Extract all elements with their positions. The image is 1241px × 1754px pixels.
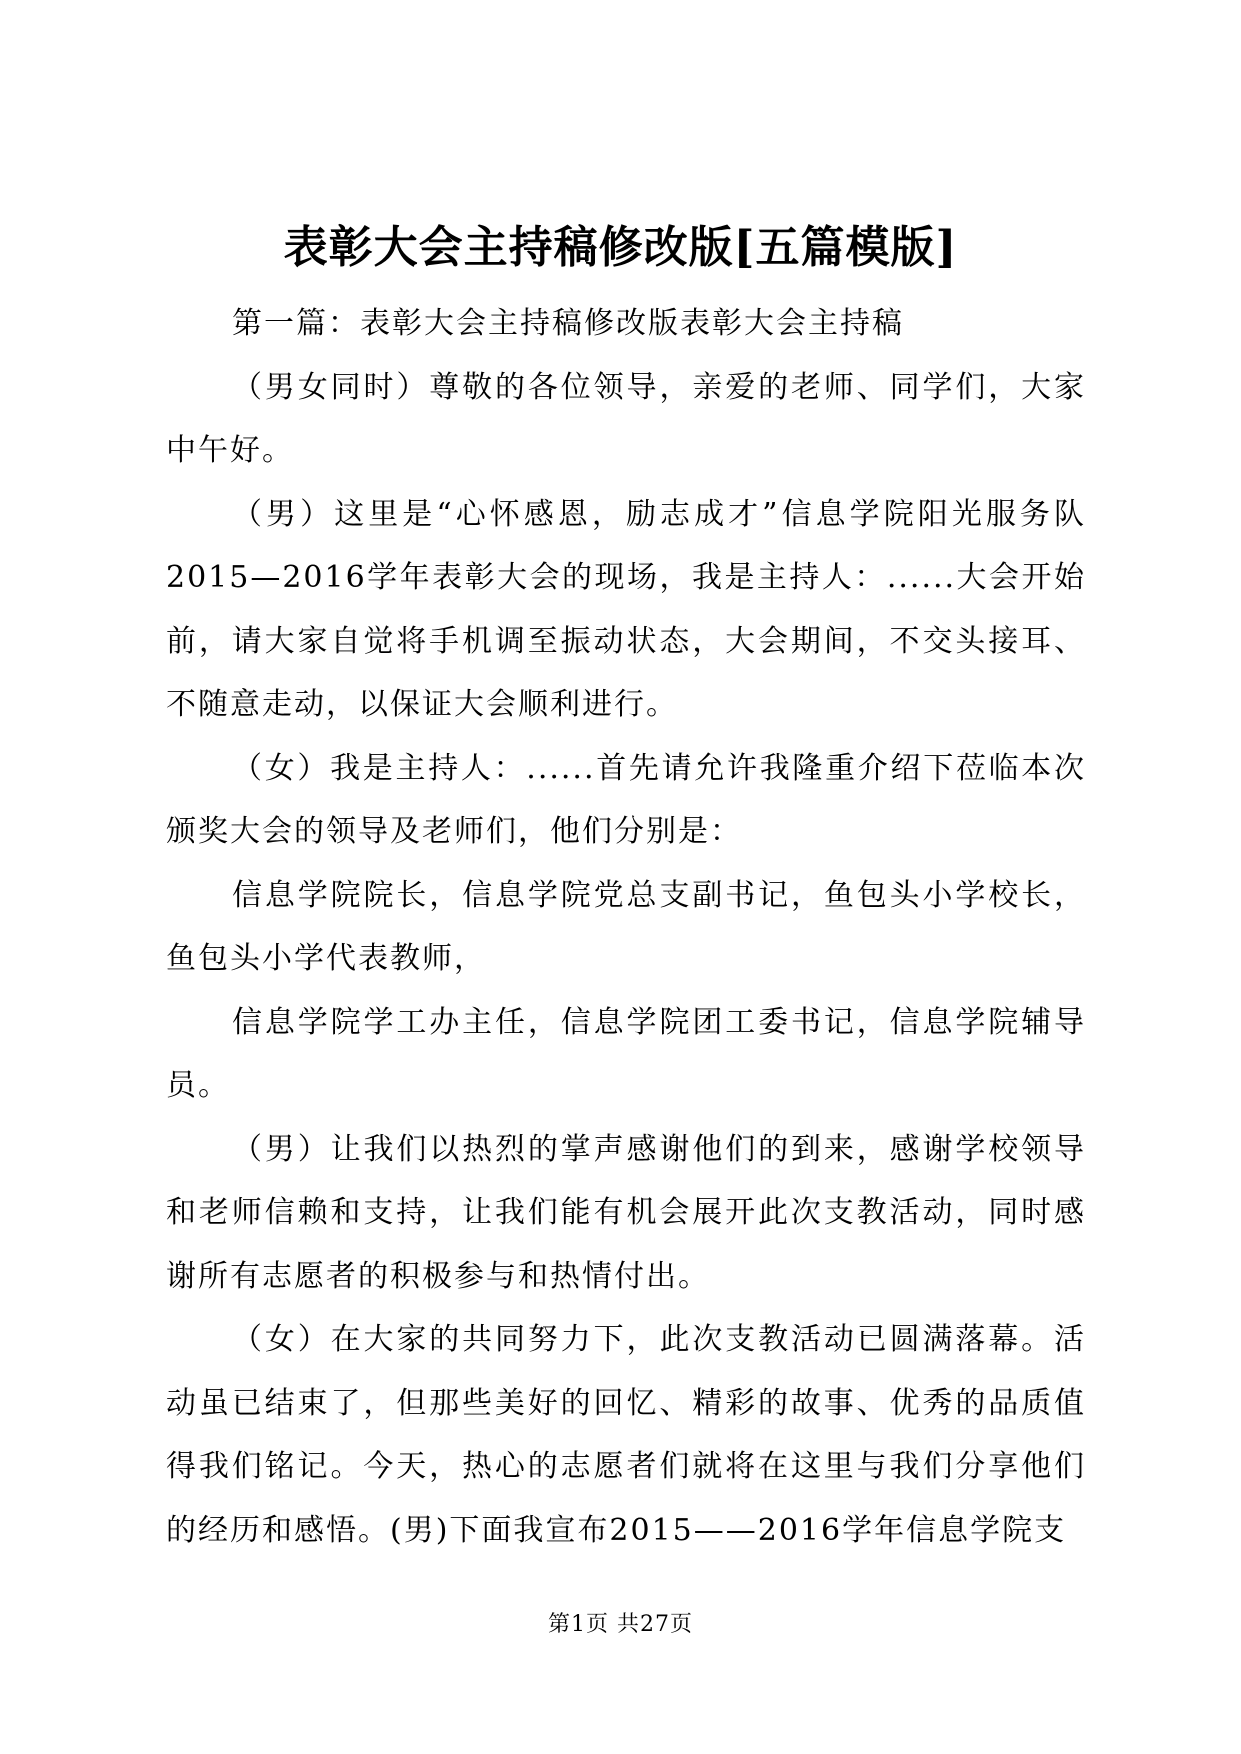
- document-body: [166, 292, 1086, 1562]
- paragraph: 信息学院学工办主任，信息学院团工委书记，信息学院辅导员。: [166, 1004, 1086, 1103]
- paragraph-section-heading: 第一篇：表彰大会主持稿修改版表彰大会主持稿: [232, 306, 904, 341]
- paragraph: （男）让我们以热烈的掌声感谢他们的到来，感谢学校领导和老师信赖和支持，让我们能有机会展开此次支教活动，同时感谢所有志愿者的积极参与和热情付出。: [166, 1131, 1086, 1294]
- page-number-footer: 第1页 共27页: [548, 1612, 693, 1637]
- paragraph: 信息学院院长，信息学院党总支副书记，鱼包头小学校长，鱼包头小学代表教师，: [166, 877, 1086, 976]
- paragraph: （女）在大家的共同努力下，此次支教活动已圆满落幕。活动虽已结束了，但那些美好的回忆、精彩的故事、优秀的品质值得我们铭记。今天，热心的志愿者们就将在这里与我们分享他们的经历和感悟。(男)下面我宣布2015——2016学年信息学院支: [166, 1322, 1086, 1548]
- paragraph: （男）这里是“心怀感恩，励志成才”信息学院阳光服务队2015—2016学年表彰大会的现场，我是主持人：......大会开始前，请大家自觉将手机调至振动状态，大会期间，不交头接耳、不随意走动，以保证大会顺利进行。: [166, 496, 1086, 722]
- document-title: 表彰大会主持稿修改版[五篇模版]: [283, 222, 958, 273]
- paragraph: （女）我是主持人：......首先请允许我隆重介绍下莅临本次颁奖大会的领导及老师们，他们分别是：: [166, 750, 1086, 849]
- paragraph: （男女同时）尊敬的各位领导，亲爱的老师、同学们，大家中午好。: [166, 369, 1086, 468]
